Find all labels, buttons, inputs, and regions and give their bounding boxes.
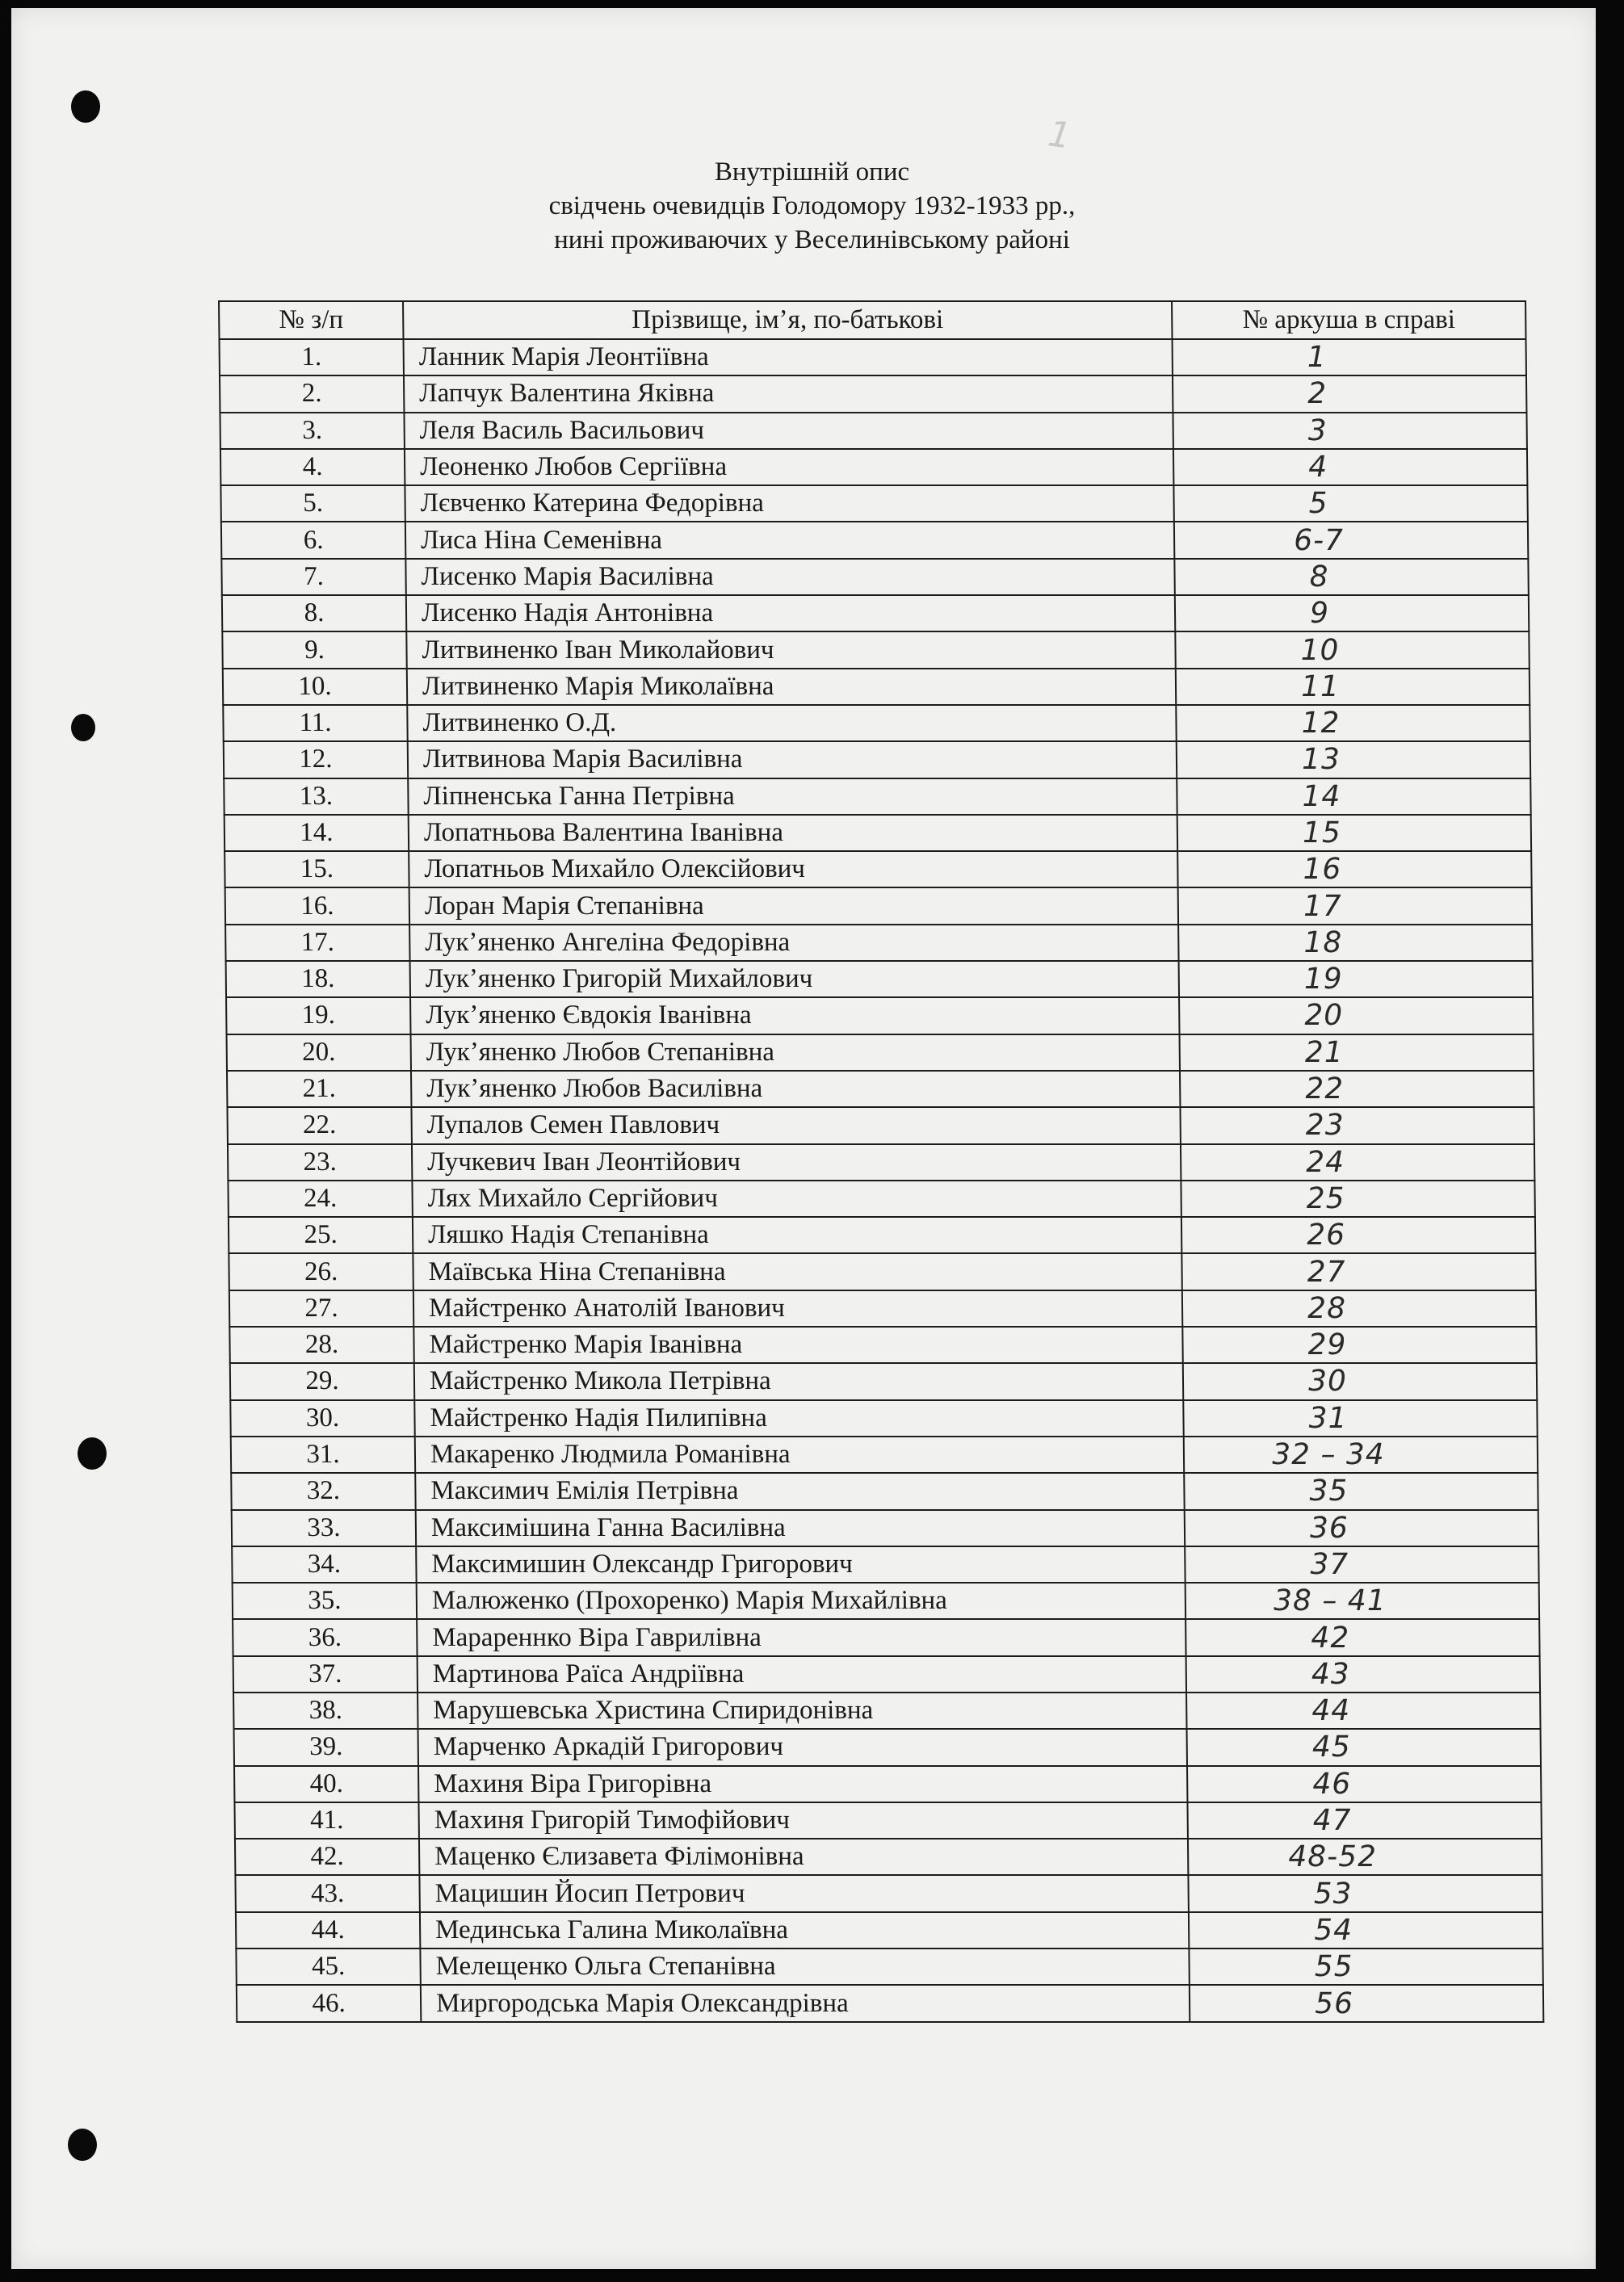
handwritten-sheet-number: 22 bbox=[1305, 1072, 1345, 1106]
table-row bbox=[227, 1071, 1534, 1107]
table-body bbox=[220, 339, 1544, 2022]
handwritten-sheet-number: 20 bbox=[1304, 999, 1344, 1033]
row-number: 30. bbox=[230, 1400, 414, 1437]
handwritten-sheet-number: 1 bbox=[1307, 341, 1327, 375]
row-sheet-number bbox=[1175, 631, 1529, 668]
row-full-name: Леля Василь Васильович bbox=[404, 413, 1173, 449]
row-full-name: Лупалов Семен Павлович bbox=[411, 1107, 1180, 1143]
row-full-name: Лєвченко Катерина Федорівна bbox=[405, 485, 1173, 522]
row-full-name: Махиня Григорій Тимофійович bbox=[418, 1802, 1187, 1839]
row-full-name: Лопатньова Валентина Іванівна bbox=[409, 815, 1177, 851]
row-sheet-number bbox=[1176, 705, 1530, 741]
row-number: 20. bbox=[227, 1034, 411, 1071]
row-sheet-number bbox=[1173, 339, 1526, 375]
row-sheet-number bbox=[1184, 1473, 1538, 1509]
row-full-name: Майстренко Анатолій Іванович bbox=[413, 1290, 1182, 1327]
row-sheet-number bbox=[1184, 1437, 1538, 1473]
row-number: 3. bbox=[220, 413, 404, 449]
row-full-name: Лучкевич Іван Леонтійович bbox=[412, 1144, 1181, 1181]
table-row bbox=[223, 669, 1530, 705]
table-row bbox=[224, 741, 1530, 778]
handwritten-sheet-number: 38 – 41 bbox=[1273, 1584, 1387, 1618]
table-row bbox=[225, 925, 1532, 961]
handwritten-sheet-number: 53 bbox=[1313, 1877, 1353, 1911]
row-full-name: Ляшко Надія Степанівна bbox=[413, 1217, 1181, 1253]
row-number: 46. bbox=[237, 1985, 421, 2021]
handwritten-sheet-number: 10 bbox=[1300, 633, 1340, 667]
row-sheet-number bbox=[1189, 1949, 1542, 1985]
row-full-name: Литвиненко Марія Миколаївна bbox=[407, 669, 1176, 705]
row-number: 17. bbox=[225, 925, 409, 961]
handwritten-sheet-number: 44 bbox=[1311, 1694, 1351, 1728]
table-row bbox=[220, 413, 1526, 449]
handwritten-sheet-number: 32 – 34 bbox=[1271, 1438, 1385, 1472]
handwritten-sheet-number: 28 bbox=[1307, 1291, 1347, 1325]
table-row bbox=[226, 997, 1533, 1034]
table-row bbox=[235, 1875, 1542, 1911]
row-number: 21. bbox=[227, 1071, 411, 1107]
handwritten-sheet-number: 36 bbox=[1309, 1511, 1349, 1545]
row-number: 13. bbox=[224, 778, 408, 815]
row-number: 14. bbox=[225, 815, 409, 851]
header-number: № з/п bbox=[219, 301, 403, 339]
row-full-name: Мартинова Раїса Андріївна bbox=[418, 1656, 1186, 1693]
title-line-3: нині проживаючих у Веселинівському районі bbox=[554, 225, 1070, 254]
table-row bbox=[230, 1400, 1537, 1437]
row-number: 36. bbox=[233, 1619, 417, 1655]
row-full-name: Махиня Віра Григорівна bbox=[418, 1766, 1187, 1802]
table-row bbox=[234, 1802, 1541, 1839]
handwritten-sheet-number: 42 bbox=[1311, 1621, 1350, 1655]
table-row bbox=[225, 815, 1531, 851]
row-sheet-number bbox=[1178, 925, 1532, 961]
document-title bbox=[0, 155, 1624, 257]
row-full-name: Литвинова Марія Василівна bbox=[408, 741, 1177, 778]
row-sheet-number bbox=[1185, 1619, 1539, 1655]
row-full-name: Миргородська Марія Олександрівна bbox=[421, 1985, 1190, 2021]
folio-mark: 1 bbox=[1045, 113, 1074, 157]
row-sheet-number bbox=[1187, 1766, 1541, 1802]
handwritten-sheet-number: 26 bbox=[1307, 1219, 1346, 1252]
table-row bbox=[229, 1290, 1536, 1327]
row-full-name: Малюженко (Прохоренко) Марія Михайлівна bbox=[417, 1583, 1185, 1619]
row-sheet-number bbox=[1183, 1400, 1537, 1437]
row-full-name: Маценко Єлизавета Філімонівна bbox=[419, 1839, 1188, 1875]
table-row bbox=[231, 1437, 1538, 1473]
table-row bbox=[221, 522, 1528, 558]
row-sheet-number bbox=[1173, 413, 1526, 449]
table-row bbox=[233, 1693, 1540, 1729]
handwritten-sheet-number: 29 bbox=[1307, 1328, 1347, 1362]
row-number: 5. bbox=[220, 485, 405, 522]
row-full-name: Лук’яненко Любов Степанівна bbox=[411, 1034, 1180, 1071]
handwritten-sheet-number: 5 bbox=[1308, 487, 1328, 521]
handwritten-sheet-number: 9 bbox=[1309, 597, 1330, 631]
handwritten-sheet-number: 14 bbox=[1302, 779, 1341, 813]
row-sheet-number bbox=[1173, 375, 1526, 412]
handwritten-sheet-number: 15 bbox=[1302, 816, 1342, 849]
handwritten-sheet-number: 48-52 bbox=[1288, 1840, 1378, 1874]
row-full-name: Мацишин Йосип Петрович bbox=[419, 1875, 1188, 1911]
row-number: 19. bbox=[226, 997, 410, 1034]
table-row bbox=[229, 1253, 1535, 1290]
row-number: 32. bbox=[231, 1473, 415, 1509]
table-row bbox=[220, 339, 1526, 375]
handwritten-sheet-number: 47 bbox=[1312, 1804, 1352, 1838]
row-sheet-number bbox=[1173, 485, 1527, 522]
row-full-name: Марушевська Христина Спиридонівна bbox=[418, 1693, 1186, 1729]
table-row bbox=[236, 1912, 1542, 1949]
handwritten-sheet-number: 6-7 bbox=[1293, 523, 1345, 557]
row-sheet-number bbox=[1187, 1802, 1541, 1839]
handwritten-sheet-number: 55 bbox=[1314, 1950, 1353, 1984]
handwritten-sheet-number: 37 bbox=[1310, 1547, 1349, 1581]
row-sheet-number bbox=[1183, 1363, 1537, 1399]
table-row bbox=[224, 778, 1530, 815]
row-full-name: Лук’яненко Любов Василівна bbox=[411, 1071, 1180, 1107]
row-full-name: Лопатньов Михайло Олексійович bbox=[409, 851, 1177, 887]
row-number: 16. bbox=[225, 887, 409, 924]
table-row bbox=[220, 449, 1527, 485]
handwritten-sheet-number: 54 bbox=[1314, 1913, 1353, 1947]
table-row bbox=[221, 559, 1528, 595]
handwritten-sheet-number: 43 bbox=[1311, 1657, 1350, 1691]
row-sheet-number bbox=[1188, 1875, 1542, 1911]
handwritten-sheet-number: 13 bbox=[1301, 743, 1341, 777]
inventory-table-wrap bbox=[218, 300, 1538, 2023]
header-sheet-number: № аркуша в справі bbox=[1172, 301, 1525, 339]
header-full-name: Прізвище, ім’я, по-батькові bbox=[403, 301, 1172, 339]
row-number: 31. bbox=[231, 1437, 415, 1473]
row-full-name: Майстренко Надія Пилипівна bbox=[414, 1400, 1183, 1437]
table-row bbox=[232, 1546, 1538, 1583]
row-number: 29. bbox=[230, 1363, 414, 1399]
row-sheet-number bbox=[1177, 851, 1531, 887]
row-full-name: Лук’яненко Євдокія Іванівна bbox=[410, 997, 1179, 1034]
table-row bbox=[226, 961, 1533, 997]
row-sheet-number bbox=[1176, 669, 1530, 705]
row-sheet-number bbox=[1186, 1656, 1540, 1693]
row-sheet-number bbox=[1188, 1839, 1542, 1875]
row-number: 12. bbox=[224, 741, 408, 778]
row-number: 33. bbox=[232, 1510, 416, 1546]
row-number: 18. bbox=[226, 961, 410, 997]
handwritten-sheet-number: 56 bbox=[1314, 1986, 1354, 2020]
row-sheet-number bbox=[1179, 961, 1533, 997]
table-row bbox=[225, 851, 1531, 887]
table-row bbox=[220, 375, 1526, 412]
row-sheet-number bbox=[1185, 1583, 1539, 1619]
table-row bbox=[229, 1217, 1535, 1253]
row-number: 4. bbox=[220, 449, 405, 485]
handwritten-sheet-number: 8 bbox=[1309, 560, 1329, 594]
row-sheet-number bbox=[1180, 1107, 1534, 1143]
row-number: 37. bbox=[233, 1656, 418, 1693]
table-row bbox=[236, 1949, 1542, 1985]
row-number: 22. bbox=[227, 1107, 411, 1143]
row-number: 24. bbox=[228, 1181, 412, 1217]
handwritten-sheet-number: 12 bbox=[1301, 707, 1341, 740]
row-full-name: Майстренко Марія Іванівна bbox=[413, 1327, 1182, 1363]
row-number: 7. bbox=[221, 559, 405, 595]
row-number: 1. bbox=[220, 339, 404, 375]
row-sheet-number bbox=[1175, 595, 1529, 631]
row-sheet-number bbox=[1181, 1217, 1535, 1253]
table-row bbox=[235, 1839, 1542, 1875]
table-row bbox=[233, 1583, 1539, 1619]
row-full-name: Лисенко Марія Василівна bbox=[405, 559, 1174, 595]
row-full-name: Литвиненко О.Д. bbox=[407, 705, 1176, 741]
row-sheet-number bbox=[1177, 815, 1531, 851]
row-number: 38. bbox=[233, 1693, 418, 1729]
row-number: 8. bbox=[222, 595, 406, 631]
row-number: 43. bbox=[235, 1875, 419, 1911]
table-row bbox=[222, 631, 1529, 668]
row-full-name: Лоран Марія Степанівна bbox=[409, 887, 1178, 924]
row-full-name: Мединська Галина Миколаївна bbox=[420, 1912, 1189, 1949]
row-full-name: Леоненко Любов Сергіївна bbox=[405, 449, 1173, 485]
row-sheet-number bbox=[1178, 887, 1532, 924]
row-sheet-number bbox=[1173, 449, 1527, 485]
title-line-1: Внутрішній опис bbox=[714, 157, 910, 187]
row-sheet-number bbox=[1185, 1510, 1538, 1546]
handwritten-sheet-number: 11 bbox=[1300, 669, 1341, 703]
row-full-name: Марченко Аркадій Григорович bbox=[418, 1729, 1187, 1765]
inventory-table bbox=[218, 300, 1544, 2023]
row-number: 34. bbox=[232, 1546, 416, 1583]
row-full-name: Майстренко Микола Петрівна bbox=[414, 1363, 1183, 1399]
row-full-name: Лисенко Надія Антонівна bbox=[406, 595, 1175, 631]
handwritten-sheet-number: 21 bbox=[1304, 1035, 1344, 1069]
row-number: 2. bbox=[220, 375, 404, 412]
table-row bbox=[231, 1473, 1538, 1509]
row-number: 44. bbox=[236, 1912, 420, 1949]
row-sheet-number bbox=[1177, 778, 1530, 815]
row-number: 28. bbox=[229, 1327, 413, 1363]
table-row bbox=[223, 705, 1530, 741]
row-full-name: Маївська Ніна Степанівна bbox=[413, 1253, 1181, 1290]
row-sheet-number bbox=[1181, 1181, 1534, 1217]
handwritten-sheet-number: 24 bbox=[1306, 1145, 1345, 1179]
row-number: 41. bbox=[234, 1802, 418, 1839]
punch-hole-4 bbox=[68, 2129, 97, 2161]
table-row bbox=[234, 1729, 1541, 1765]
handwritten-sheet-number: 18 bbox=[1303, 925, 1343, 959]
handwritten-sheet-number: 23 bbox=[1305, 1109, 1345, 1143]
handwritten-sheet-number: 19 bbox=[1303, 963, 1343, 996]
row-sheet-number bbox=[1177, 741, 1530, 778]
handwritten-sheet-number: 27 bbox=[1307, 1255, 1346, 1289]
row-sheet-number bbox=[1179, 997, 1533, 1034]
row-number: 11. bbox=[223, 705, 407, 741]
table-row bbox=[237, 1985, 1543, 2021]
row-number: 27. bbox=[229, 1290, 413, 1327]
handwritten-sheet-number: 2 bbox=[1307, 377, 1328, 411]
table-row bbox=[227, 1107, 1534, 1143]
table-row bbox=[220, 485, 1527, 522]
table-row bbox=[227, 1034, 1534, 1071]
row-number: 45. bbox=[236, 1949, 420, 1985]
table-row bbox=[230, 1363, 1537, 1399]
punch-hole-2 bbox=[71, 714, 95, 741]
row-number: 42. bbox=[235, 1839, 419, 1875]
row-sheet-number bbox=[1185, 1546, 1538, 1583]
handwritten-sheet-number: 46 bbox=[1312, 1767, 1352, 1801]
row-full-name: Максимішина Ганна Василівна bbox=[416, 1510, 1185, 1546]
handwritten-sheet-number: 30 bbox=[1307, 1365, 1348, 1399]
row-full-name: Лапчук Валентина Яківна bbox=[404, 375, 1173, 412]
row-full-name: Лиса Ніна Семенівна bbox=[405, 522, 1174, 558]
row-sheet-number bbox=[1182, 1327, 1536, 1363]
handwritten-sheet-number: 45 bbox=[1311, 1730, 1351, 1764]
row-full-name: Лук’яненко Григорій Михайлович bbox=[410, 961, 1179, 997]
title-line-2: свідчень очевидців Голодомору 1932-1933 рр., bbox=[548, 191, 1076, 220]
table-row bbox=[228, 1181, 1534, 1217]
table-row bbox=[232, 1510, 1538, 1546]
table-row bbox=[229, 1327, 1536, 1363]
row-number: 40. bbox=[234, 1766, 418, 1802]
row-sheet-number bbox=[1180, 1034, 1534, 1071]
row-full-name: Лях Михайло Сергійович bbox=[412, 1181, 1181, 1217]
row-sheet-number bbox=[1174, 559, 1528, 595]
handwritten-sheet-number: 31 bbox=[1308, 1401, 1348, 1435]
row-full-name: Максимишин Олександр Григорович bbox=[416, 1546, 1185, 1583]
row-sheet-number bbox=[1189, 1912, 1542, 1949]
table-row bbox=[222, 595, 1529, 631]
table-header-row bbox=[219, 301, 1525, 339]
row-full-name: Ланник Марія Леонтіївна bbox=[404, 339, 1173, 375]
punch-hole-1 bbox=[71, 90, 100, 123]
table-row bbox=[233, 1619, 1539, 1655]
row-sheet-number bbox=[1182, 1290, 1536, 1327]
row-number: 35. bbox=[233, 1583, 417, 1619]
row-full-name: Марареннко Віра Гаврилівна bbox=[417, 1619, 1185, 1655]
row-sheet-number bbox=[1174, 522, 1528, 558]
row-number: 10. bbox=[223, 669, 407, 705]
row-full-name: Ліпненська Ганна Петрівна bbox=[408, 778, 1177, 815]
handwritten-sheet-number: 25 bbox=[1306, 1181, 1345, 1215]
row-full-name: Литвиненко Іван Миколайович bbox=[406, 631, 1175, 668]
row-sheet-number bbox=[1190, 1985, 1543, 2021]
handwritten-sheet-number: 17 bbox=[1303, 889, 1342, 923]
row-number: 6. bbox=[221, 522, 405, 558]
row-full-name: Мелещенко Ольга Степанівна bbox=[420, 1949, 1189, 1985]
row-number: 25. bbox=[229, 1217, 413, 1253]
row-number: 23. bbox=[228, 1144, 412, 1181]
row-full-name: Максимич Емілія Петрівна bbox=[415, 1473, 1184, 1509]
row-sheet-number bbox=[1187, 1729, 1541, 1765]
punch-hole-3 bbox=[78, 1437, 107, 1470]
table-row bbox=[234, 1766, 1541, 1802]
row-sheet-number bbox=[1186, 1693, 1540, 1729]
row-sheet-number bbox=[1180, 1071, 1534, 1107]
row-number: 26. bbox=[229, 1253, 413, 1290]
table-row bbox=[233, 1656, 1540, 1693]
row-number: 15. bbox=[225, 851, 409, 887]
row-number: 39. bbox=[234, 1729, 418, 1765]
handwritten-sheet-number: 16 bbox=[1303, 853, 1342, 887]
row-sheet-number bbox=[1181, 1253, 1535, 1290]
row-full-name: Макаренко Людмила Романівна bbox=[415, 1437, 1184, 1473]
row-full-name: Лук’яненко Ангеліна Федорівна bbox=[409, 925, 1178, 961]
handwritten-sheet-number: 4 bbox=[1307, 451, 1328, 485]
table-row bbox=[225, 887, 1532, 924]
table-row bbox=[228, 1144, 1534, 1181]
handwritten-sheet-number: 3 bbox=[1307, 413, 1328, 447]
row-number: 9. bbox=[222, 631, 406, 668]
handwritten-sheet-number: 35 bbox=[1309, 1474, 1349, 1508]
row-sheet-number bbox=[1181, 1144, 1534, 1181]
